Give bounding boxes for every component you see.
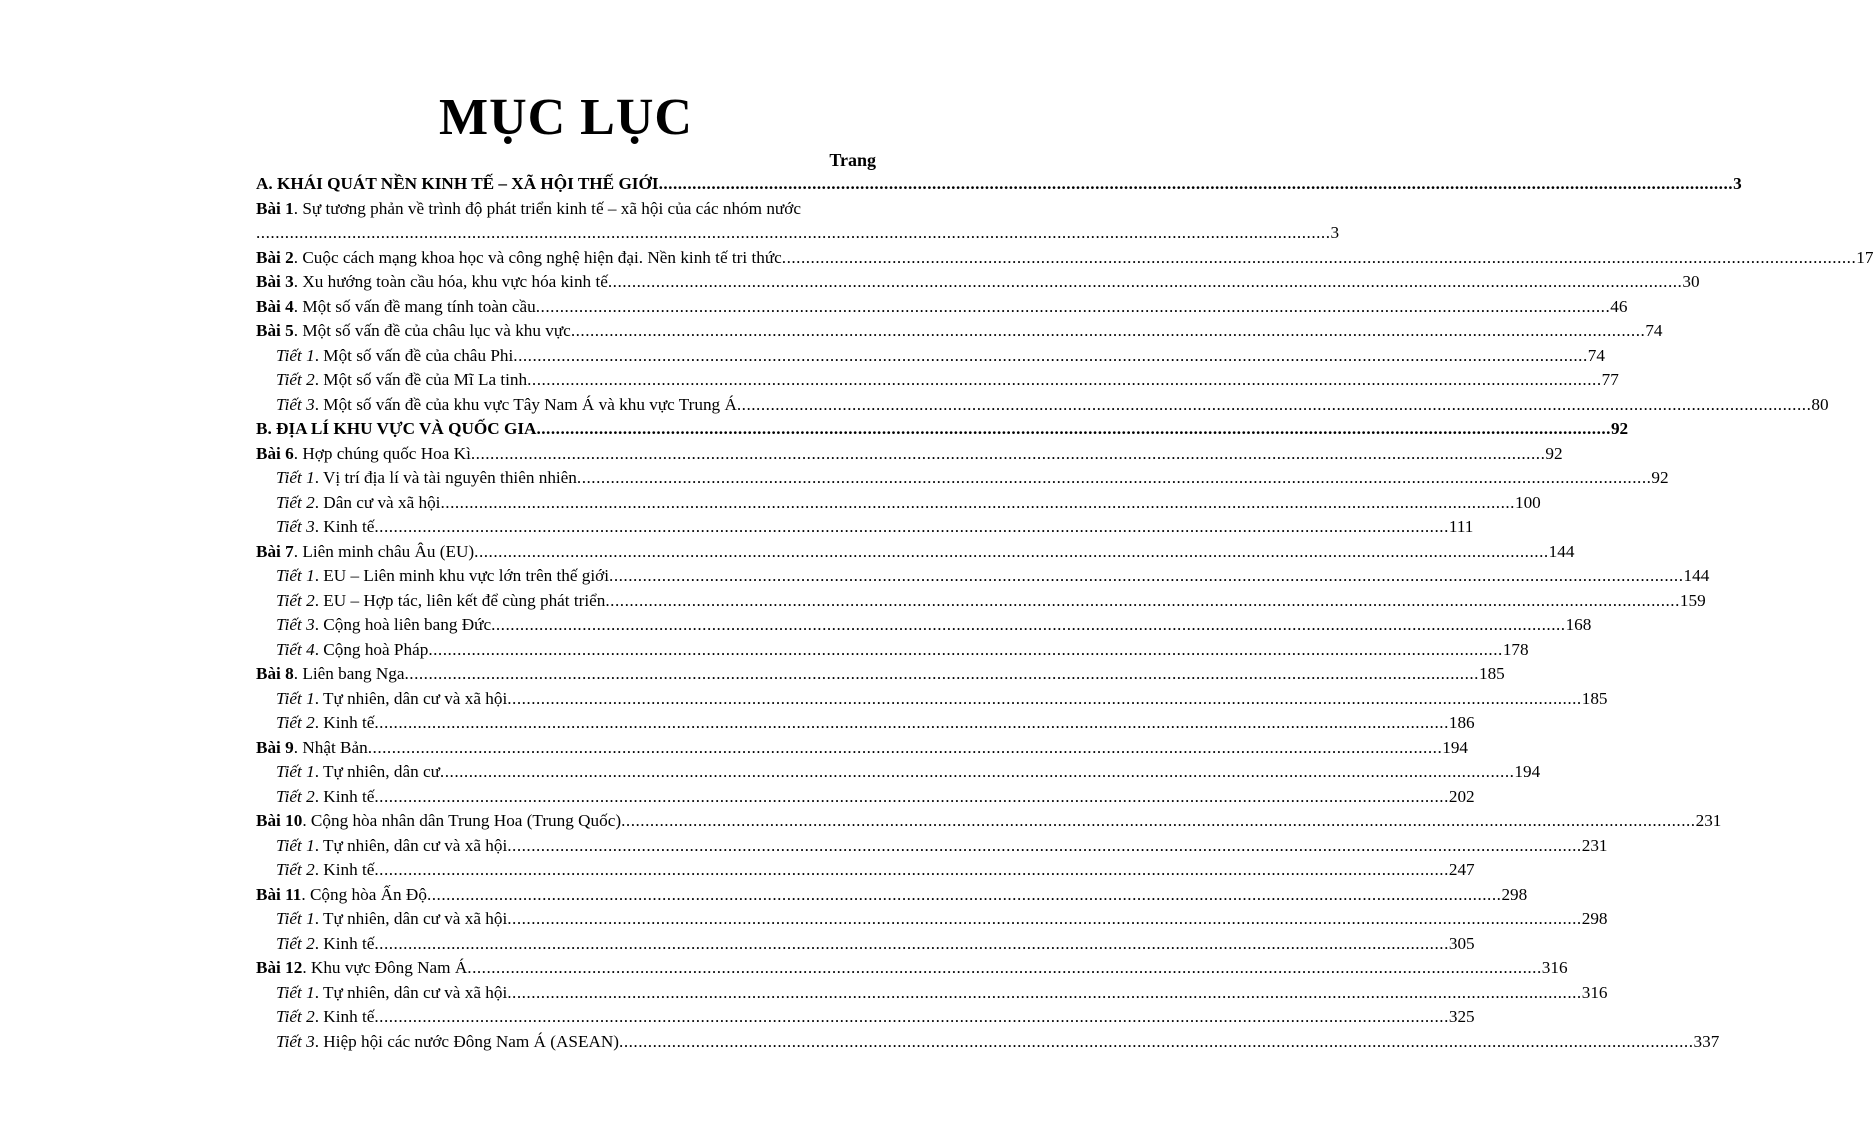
toc-entry-prefix: Tiết 1 (276, 982, 315, 1002)
dot-leader (368, 736, 1443, 761)
toc-entry-title: . Cộng hòa nhân dân Trung Hoa (Trung Quốc) (302, 811, 622, 830)
toc-entry (256, 883, 1528, 908)
toc-entry-label (256, 319, 571, 344)
toc-entry (256, 834, 1608, 859)
toc-entry (256, 638, 1529, 663)
toc-entry-title: . Xu hướng toàn cầu hóa, khu vực hóa kinh tế (293, 272, 608, 291)
toc-entry-title: . Liên bang Nga (293, 664, 405, 683)
toc-entry-prefix: Bài 12 (256, 958, 303, 977)
dot-leader (374, 711, 1449, 736)
toc-entry-prefix: Bài 10 (256, 811, 303, 830)
toc-entry-title: . Một số vấn đề của châu Phi (314, 345, 514, 365)
toc-entry-page: 3 (1733, 174, 1742, 193)
toc-entry-label (256, 540, 474, 565)
toc-entry-label (276, 638, 428, 663)
toc-entry-prefix: Tiết 1 (276, 345, 315, 365)
toc-entry (256, 344, 1605, 369)
toc-entry-page: 46 (1610, 296, 1628, 316)
toc-entry (256, 662, 1505, 687)
toc-entry-page: 185 (1478, 664, 1505, 683)
toc-entry-label (256, 442, 471, 467)
toc-entry-label (276, 589, 605, 614)
dot-leader (474, 540, 1549, 565)
toc-entry-label (256, 883, 427, 908)
toc-entry-prefix: Bài 7 (256, 541, 294, 561)
toc-entry-title: . Kinh tế (314, 860, 375, 879)
toc-entry (256, 687, 1608, 712)
toc-entry (256, 368, 1619, 393)
toc-entry-label (256, 246, 782, 271)
toc-entry-title: . Cộng hòa Ấn Độ (301, 884, 427, 904)
toc-entry (256, 442, 1563, 467)
toc-entry-page: 298 (1501, 884, 1528, 904)
dot-leader (608, 270, 1683, 295)
dot-leader (513, 344, 1588, 369)
toc-entry-page: 305 (1448, 933, 1475, 953)
dot-leader (374, 858, 1449, 883)
toc-entry-prefix: Tiết 1 (276, 688, 315, 708)
toc-entry-label (276, 760, 440, 785)
toc-entry-title: . Kinh tế (314, 1007, 375, 1026)
toc-entry (256, 515, 1474, 540)
toc-entry-page: 74 (1587, 345, 1605, 365)
toc-entry-page: 316 (1541, 958, 1568, 977)
dot-leader (374, 515, 1449, 540)
toc-entry-prefix: Bài 8 (256, 664, 294, 683)
toc-entry-title: . Một số vấn đề của Mĩ La tinh (314, 370, 528, 389)
toc-entry-title: . Sự tương phản về trình độ phát triển kinh tế – xã hội của các nhóm nước (293, 198, 801, 218)
toc-entry-prefix: Tiết 2 (276, 370, 315, 389)
dot-leader (507, 834, 1582, 859)
dot-leader (507, 907, 1582, 932)
toc-entry-page: 231 (1695, 811, 1722, 830)
toc-entry-title: . Tự nhiên, dân cư (314, 762, 440, 781)
toc-entry-title: . Tự nhiên, dân cư và xã hội (314, 982, 508, 1002)
toc-entry-title: . Cộng hoà liên bang Đức (314, 615, 492, 634)
toc-entry-title: . Liên minh châu Âu (EU) (293, 541, 475, 561)
toc-entry (256, 981, 1608, 1006)
toc-entry-label (276, 1005, 374, 1030)
toc-entry-label (276, 907, 507, 932)
toc-entry-prefix: Tiết 1 (276, 566, 315, 585)
dot-leader (467, 956, 1542, 981)
toc-entry-prefix: Tiết 4 (276, 639, 315, 659)
toc-entry-title: . Cuộc cách mạng khoa học và công nghệ hiện đại. Nền kinh tế tri thức (293, 247, 782, 267)
toc-entry-label (276, 858, 374, 883)
toc-entry-title: . Kinh tế (314, 517, 375, 536)
dot-leader (659, 172, 1734, 197)
toc-entry-page: 92 (1651, 468, 1669, 487)
toc-entry-title: . Một số vấn đề của châu lục và khu vực (293, 321, 571, 340)
toc-entry-page: 194 (1514, 762, 1541, 781)
toc-entry-title: . Hợp chúng quốc Hoa Kì (293, 443, 471, 463)
toc-entry (256, 589, 1706, 614)
dot-leader (428, 638, 1503, 663)
toc-entry-prefix: Tiết 1 (276, 909, 315, 928)
toc-entry-prefix: Tiết 3 (276, 394, 315, 414)
toc-entry-page: 92 (1545, 443, 1563, 463)
toc-entry (256, 319, 1663, 344)
toc-entry-title: . Tự nhiên, dân cư và xã hội (314, 835, 508, 855)
toc-entry (256, 932, 1475, 957)
toc-entry (256, 613, 1592, 638)
toc-entry (256, 197, 876, 222)
toc-entry-page: 3 (1330, 223, 1340, 242)
toc-entry-page: 231 (1581, 835, 1608, 855)
dot-leader (507, 687, 1582, 712)
toc-entry (256, 711, 1475, 736)
toc-entry-page: 92 (1610, 419, 1629, 438)
toc-entry-prefix: Bài 3 (256, 272, 294, 291)
toc-entry-title: . Hiệp hội các nước Đông Nam Á (ASEAN) (314, 1031, 620, 1051)
toc-entry-prefix: Tiết 1 (276, 762, 315, 781)
toc-entry-label (256, 197, 876, 222)
toc-entry (256, 858, 1475, 883)
table-of-contents (256, 172, 1873, 1054)
toc-section (256, 172, 1742, 197)
dot-leader (507, 981, 1582, 1006)
toc-entry-page: 144 (1683, 566, 1710, 585)
dot-leader (782, 246, 1857, 271)
toc-entry-page: 159 (1679, 590, 1706, 610)
toc-entry-continuation (256, 221, 1340, 246)
dot-leader (440, 491, 1515, 516)
toc-entry-label (276, 1030, 619, 1055)
toc-entry-page: 185 (1581, 688, 1608, 708)
toc-entry-title: . Dân cư và xã hội (314, 492, 441, 512)
toc-entry-label (276, 368, 527, 393)
dot-leader (621, 809, 1696, 834)
toc-entry-page: 202 (1448, 786, 1475, 806)
toc-entry-prefix: Tiết 3 (276, 1031, 315, 1051)
dot-leader (440, 760, 1515, 785)
dot-leader (527, 368, 1602, 393)
dot-leader (609, 564, 1684, 589)
toc-entry-page: 17 (1856, 247, 1873, 267)
toc-entry-label (256, 270, 608, 295)
toc-entry-prefix: Tiết 3 (276, 615, 315, 634)
dot-leader (491, 613, 1566, 638)
toc-entry-prefix: Tiết 2 (276, 1007, 315, 1026)
toc-entry-label (276, 393, 737, 418)
toc-entry (256, 246, 1873, 271)
toc-entry-label (276, 834, 507, 859)
toc-entry-prefix: Bài 9 (256, 737, 294, 757)
toc-entry-prefix: Bài 6 (256, 443, 294, 463)
toc-entry-page: 247 (1448, 860, 1475, 879)
toc-entry (256, 809, 1722, 834)
toc-entry (256, 466, 1669, 491)
dot-leader (619, 1030, 1694, 1055)
toc-entry-label: B. ĐỊA LÍ KHU VỰC VÀ QUỐC GIA (256, 419, 537, 438)
toc-entry-page: 80 (1811, 394, 1829, 414)
toc-entry-title: . Tự nhiên, dân cư và xã hội (314, 688, 508, 708)
toc-entry-prefix: Tiết 2 (276, 786, 315, 806)
toc-entry-label (276, 466, 577, 491)
toc-entry-title: . EU – Hợp tác, liên kết để cùng phát triển (314, 590, 606, 610)
toc-entry-page: 186 (1448, 713, 1475, 732)
toc-entry-page: 74 (1645, 321, 1663, 340)
dot-leader (427, 883, 1502, 908)
dot-leader (571, 319, 1646, 344)
toc-entry-prefix: Bài 11 (256, 884, 302, 904)
toc-entry-title: . Kinh tế (314, 933, 375, 953)
toc-entry-label (276, 515, 374, 540)
toc-entry-label (276, 613, 491, 638)
toc-entry-prefix: Tiết 3 (276, 517, 315, 536)
toc-entry-page: 337 (1693, 1031, 1720, 1051)
toc-entry-title: . Cộng hoà Pháp (314, 639, 429, 659)
toc-entry-page: 100 (1514, 492, 1541, 512)
toc-entry-label (256, 295, 536, 320)
toc-entry-page: 30 (1682, 272, 1700, 291)
page-column-header: Trang (829, 150, 876, 170)
dot-leader (374, 785, 1449, 810)
toc-entry-prefix: Tiết 2 (276, 933, 315, 953)
toc-entry (256, 270, 1700, 295)
toc-entry (256, 393, 1829, 418)
toc-entry-label: A. KHÁI QUÁT NỀN KINH TẾ – XÃ HỘI THẾ GIỚI (256, 174, 659, 193)
toc-entry-title: . Khu vực Đông Nam Á (302, 958, 468, 977)
toc-entry-label (276, 711, 374, 736)
toc-entry (256, 1030, 1720, 1055)
dot-leader (374, 932, 1449, 957)
dot-leader (374, 1005, 1449, 1030)
toc-entry-label (276, 564, 609, 589)
toc-entry (256, 564, 1710, 589)
toc-entry (256, 785, 1475, 810)
toc-entry (256, 295, 1628, 320)
toc-entry-prefix: Tiết 1 (276, 468, 315, 487)
toc-entry-label (276, 687, 507, 712)
toc-entry-page: 178 (1502, 639, 1529, 659)
dot-leader (536, 295, 1611, 320)
toc-section (256, 417, 1629, 442)
toc-entry-page: 298 (1581, 909, 1608, 928)
toc-entry (256, 907, 1608, 932)
toc-entry-page: 168 (1565, 615, 1592, 634)
toc-entry-title: . Một số vấn đề mang tính toàn cầu (293, 296, 536, 316)
toc-entry-prefix: Bài 4 (256, 296, 294, 316)
toc-entry-prefix: Tiết 2 (276, 713, 315, 732)
toc-entry-page: 325 (1448, 1007, 1475, 1026)
toc-entry-prefix: Bài 1 (256, 198, 294, 218)
toc-entry-page: 194 (1442, 737, 1469, 757)
toc-entry-label (256, 809, 621, 834)
toc-entry-title: . Kinh tế (314, 786, 375, 806)
toc-entry (256, 1005, 1475, 1030)
toc-entry-label (256, 736, 368, 761)
toc-entry (256, 736, 1469, 761)
toc-entry-label (276, 344, 513, 369)
toc-entry-prefix: Tiết 2 (276, 590, 315, 610)
toc-entry-prefix: Bài 2 (256, 247, 294, 267)
toc-entry-page: 77 (1601, 370, 1619, 389)
toc-entry (256, 956, 1568, 981)
toc-entry-page: 144 (1548, 541, 1575, 561)
toc-entry-prefix: Tiết 1 (276, 835, 315, 855)
dot-leader (577, 466, 1652, 491)
toc-entry-label (276, 932, 374, 957)
toc-entry (256, 491, 1541, 516)
toc-entry-label (256, 956, 467, 981)
toc-entry-title: . Vị trí địa lí và tài nguyên thiên nhiên (314, 468, 577, 487)
toc-entry-page: 111 (1448, 517, 1474, 536)
toc-entry-label (276, 491, 440, 516)
toc-entry-label (276, 785, 374, 810)
dot-leader (256, 221, 1331, 246)
dot-leader (536, 417, 1611, 442)
toc-entry (256, 540, 1575, 565)
toc-entry-title: . Một số vấn đề của khu vực Tây Nam Á và khu vực Trung Á (314, 394, 737, 414)
toc-entry-title: . Nhật Bản (293, 737, 368, 757)
toc-entry-prefix: Tiết 2 (276, 860, 315, 879)
toc-entry-label (276, 981, 507, 1006)
toc-entry-label (256, 662, 404, 687)
toc-entry-title: . Kinh tế (314, 713, 375, 732)
dot-leader (605, 589, 1680, 614)
page-title: MỤC LỤC (439, 89, 693, 146)
toc-entry-title: . EU – Liên minh khu vực lớn trên thế giới (314, 566, 610, 585)
toc-entry-page: 316 (1581, 982, 1608, 1002)
dot-leader (737, 393, 1812, 418)
toc-entry (256, 760, 1541, 785)
dot-leader (471, 442, 1546, 467)
toc-entry-prefix: Tiết 2 (276, 492, 315, 512)
toc-entry-prefix: Bài 5 (256, 321, 294, 340)
toc-entry-title: . Tự nhiên, dân cư và xã hội (314, 909, 508, 928)
dot-leader (404, 662, 1479, 687)
